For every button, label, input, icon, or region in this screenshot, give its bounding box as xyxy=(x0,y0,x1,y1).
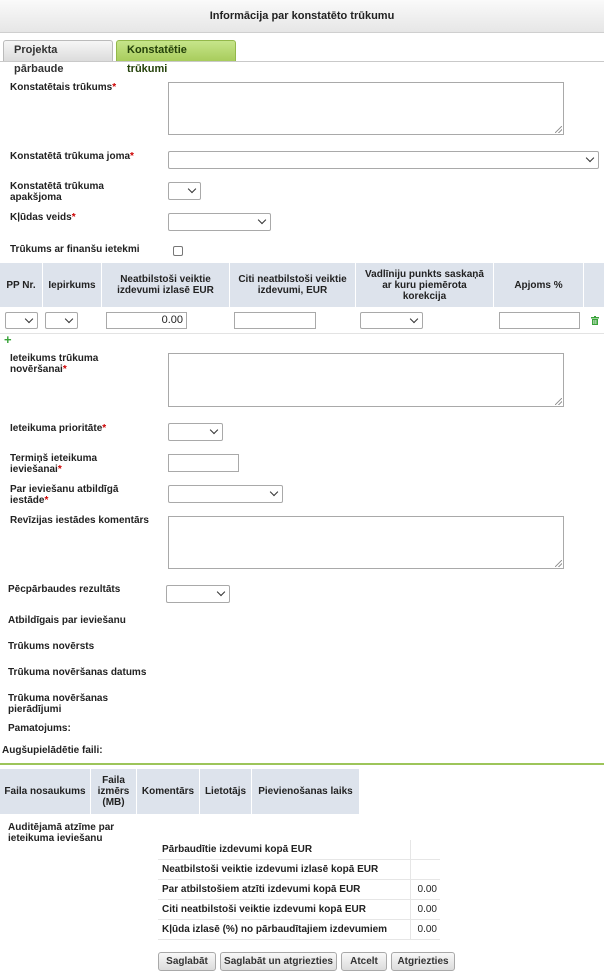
col-volume-pct: Apjoms % xyxy=(494,263,584,307)
resize-grip-icon[interactable] xyxy=(555,398,562,405)
recommendation-label: Ieteikums trūkuma novēršanai* xyxy=(10,353,99,375)
tab-findings[interactable]: Konstatētie trūkumi xyxy=(116,40,236,61)
responsible-inst-label: Par ieviešanu atbildīgā iestāde* xyxy=(10,484,119,506)
chevron-down-icon xyxy=(586,154,594,162)
irregular-sample-input[interactable]: 0.00 xyxy=(106,312,187,329)
followup-select[interactable] xyxy=(166,585,230,603)
chevron-down-icon xyxy=(258,216,266,224)
col-user: Lietotājs xyxy=(200,769,252,814)
resize-grip-icon[interactable] xyxy=(555,126,562,133)
col-procurement: Iepirkums xyxy=(43,263,102,307)
audit-comment-label: Revīzijas iestādes komentārs xyxy=(10,515,149,526)
responsible-inst-select[interactable] xyxy=(168,485,283,503)
finding-label: Konstatētais trūkums* xyxy=(10,82,117,93)
chevron-down-icon xyxy=(270,488,278,496)
audit-mark-label: Auditējamā atzīme par ieteikuma ieviešanu xyxy=(8,822,115,844)
priority-label: Ieteikuma prioritāte* xyxy=(10,423,107,434)
finding-textarea[interactable] xyxy=(168,82,564,135)
back-button[interactable]: Atgriezties xyxy=(391,952,455,971)
save-and-return-button[interactable]: Saglabāt un atgriezties xyxy=(220,952,337,971)
col-comment: Komentārs xyxy=(137,769,200,814)
deadline-input[interactable] xyxy=(168,454,239,472)
col-pp-nr: PP Nr. xyxy=(0,263,43,307)
col-added-time: Pievienošanas laiks xyxy=(252,769,359,814)
plus-icon[interactable]: + xyxy=(4,332,12,347)
summary-row: Pārbaudītie izdevumi kopā EUR xyxy=(158,840,440,860)
area-label: Konstatētā trūkuma joma* xyxy=(10,151,134,162)
fixed-date-label: Trūkuma novēršanas datums xyxy=(8,667,147,678)
fixed-label: Trūkums novērsts xyxy=(8,641,95,652)
chevron-down-icon xyxy=(410,314,418,322)
followup-label: Pēcpārbaudes rezultāts xyxy=(8,584,121,595)
resize-grip-icon[interactable] xyxy=(555,560,562,567)
chevron-down-icon xyxy=(25,314,33,322)
tab-divider xyxy=(0,61,604,62)
chevron-down-icon xyxy=(188,185,196,193)
col-file-name: Faila nosaukums xyxy=(0,769,91,814)
guideline-select[interactable] xyxy=(360,312,423,329)
col-other-irregular: Citi neatbilstoši veiktie izdevumi, EUR xyxy=(230,263,356,307)
chevron-down-icon xyxy=(217,588,225,596)
evidence-label: Trūkuma novēršanas pierādījumi xyxy=(8,693,109,715)
error-type-label: Kļūdas veids* xyxy=(10,212,76,223)
responsible-person-label: Atbildīgais par ieviešanu xyxy=(8,615,126,626)
trash-icon[interactable] xyxy=(591,316,599,325)
priority-select[interactable] xyxy=(168,423,223,441)
audit-comment-textarea[interactable] xyxy=(168,516,564,569)
window-title: Informācija par konstatēto trūkumu xyxy=(0,0,604,33)
procurement-select[interactable] xyxy=(45,312,78,329)
subarea-label: Konstatētā trūkuma apakšjoma xyxy=(10,181,104,203)
financial-impact-checkbox[interactable] xyxy=(173,246,183,256)
chevron-down-icon xyxy=(65,314,73,322)
pp-nr-select[interactable] xyxy=(5,312,38,329)
summary-row: Kļūda izlasē (%) no pārbaudītajiem izdevumiem 0.00 xyxy=(158,920,440,940)
col-irregular-sample: Neatbilstoši veiktie izdevumi izlasē EUR xyxy=(102,263,230,307)
col-file-size: Faila izmērs (MB) xyxy=(91,769,137,814)
summary-row: Par atbilstošiem atzīti izdevumi kopā EUR 0.00 xyxy=(158,880,440,900)
area-select[interactable] xyxy=(168,151,599,169)
col-guideline-point: Vadlīniju punkts saskaņā ar kuru piemērota korekcija xyxy=(356,263,494,307)
recommendation-textarea[interactable] xyxy=(168,353,564,407)
cancel-button[interactable]: Atcelt xyxy=(341,952,387,971)
section-divider xyxy=(0,763,604,765)
save-button[interactable]: Saglabāt xyxy=(158,952,216,971)
row-divider xyxy=(0,333,604,334)
error-type-select[interactable] xyxy=(168,213,271,231)
summary-row: Citi neatbilstoši veiktie izdevumi kopā EUR 0.00 xyxy=(158,900,440,920)
other-irregular-input[interactable] xyxy=(234,312,316,329)
uploaded-files-label: Augšupielādētie faili: xyxy=(2,745,103,756)
justification-label: Pamatojums: xyxy=(8,723,71,734)
chevron-down-icon xyxy=(210,426,218,434)
financial-impact-label: Trūkums ar finanšu ietekmi xyxy=(10,244,140,255)
subarea-select[interactable] xyxy=(168,182,201,200)
volume-pct-input[interactable] xyxy=(499,312,580,329)
tab-project-check[interactable]: Projekta pārbaude xyxy=(3,40,113,61)
deadline-label: Termiņš ieteikuma ieviešanai* xyxy=(10,453,98,475)
summary-row: Neatbilstoši veiktie izdevumi izlasē kopā EUR xyxy=(158,860,440,880)
